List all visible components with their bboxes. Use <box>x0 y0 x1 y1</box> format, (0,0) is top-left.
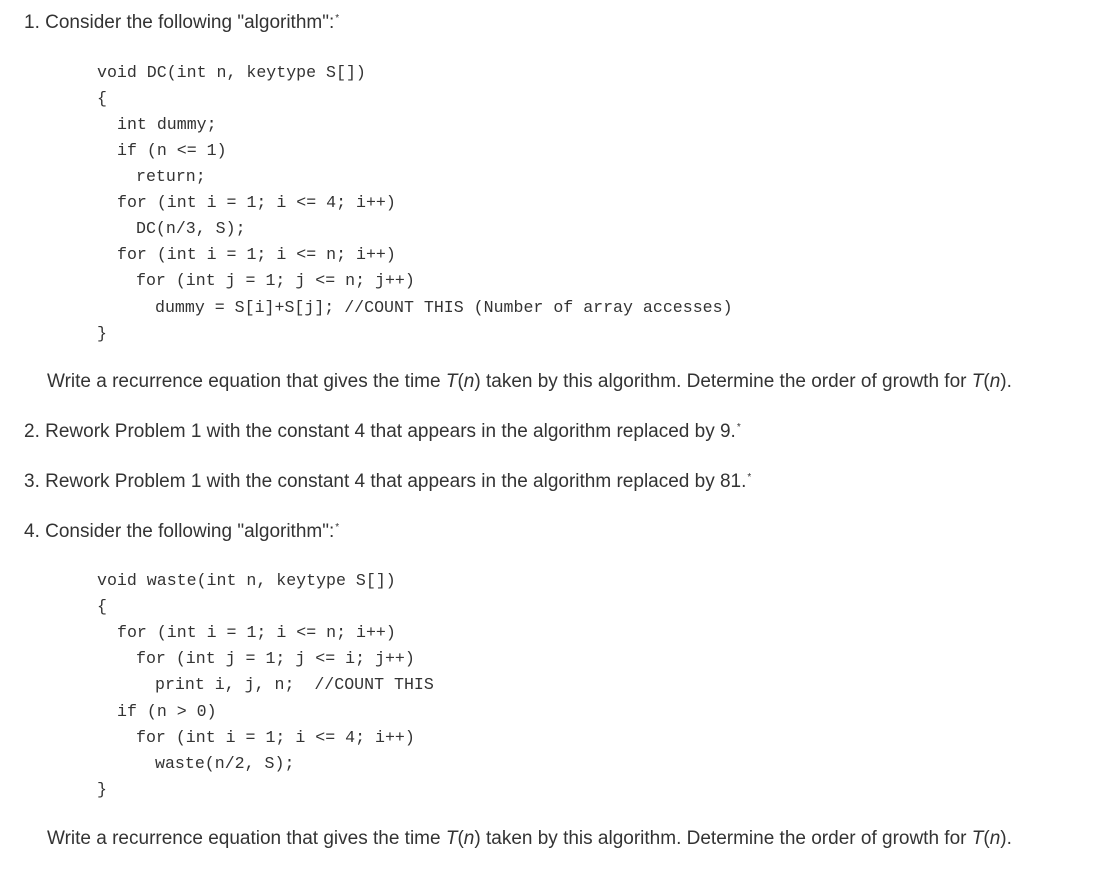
problem-3 <box>24 469 751 495</box>
problem-4-question <box>47 826 1012 852</box>
code-line: dummy = S[i]+S[j]; //COUNT THIS (Number of array accesses) <box>155 298 733 317</box>
paren: ( <box>983 828 990 849</box>
problem-2 <box>24 419 741 445</box>
code-line: DC(n/3, S); <box>136 219 246 238</box>
required-marker: * <box>335 521 340 533</box>
code-line: { <box>97 597 107 616</box>
n-symbol: n <box>463 828 475 849</box>
code-line: for (int i = 1; i <= n; i++) <box>117 245 396 264</box>
code-line: void waste(int n, keytype S[]) <box>97 571 396 590</box>
paren: ( <box>457 828 464 849</box>
question-text: ). <box>1000 371 1012 392</box>
question-text: Write a recurrence equation that gives the time <box>47 371 446 392</box>
problem-4-heading <box>24 519 339 545</box>
problem-1-question <box>47 369 1012 395</box>
code-line: } <box>97 324 107 343</box>
t-symbol: T <box>971 828 984 849</box>
problem-1-heading-text: 1. Consider the following "algorithm": <box>24 12 335 33</box>
problem-4-heading-text: 4. Consider the following "algorithm": <box>24 521 335 542</box>
required-marker: * <box>335 12 340 24</box>
code-line: return; <box>136 167 206 186</box>
paren: ( <box>983 371 990 392</box>
n-symbol: n <box>463 371 475 392</box>
t-symbol: T <box>445 828 458 849</box>
code-line: void DC(int n, keytype S[]) <box>97 63 366 82</box>
code-line: int dummy; <box>117 115 217 134</box>
t-symbol: T <box>971 371 984 392</box>
code-line: if (n > 0) <box>117 702 217 721</box>
code-line: for (int j = 1; j <= i; j++) <box>136 649 415 668</box>
question-text: ) taken by this algorithm. Determine the order of growth for <box>474 371 972 392</box>
question-text: ). <box>1000 828 1012 849</box>
problem-1-heading <box>24 10 339 36</box>
code-line: for (int j = 1; j <= n; j++) <box>136 271 415 290</box>
question-text: Write a recurrence equation that gives the time <box>47 828 446 849</box>
problem-3-text: 3. Rework Problem 1 with the constant 4 that appears in the algorithm replaced by 81. <box>24 471 747 492</box>
code-line: print i, j, n; //COUNT THIS <box>155 675 434 694</box>
paren: ( <box>457 371 464 392</box>
problem-2-text: 2. Rework Problem 1 with the constant 4 that appears in the algorithm replaced by 9. <box>24 421 736 442</box>
question-text: ) taken by this algorithm. Determine the order of growth for <box>474 828 972 849</box>
required-marker: * <box>736 421 741 433</box>
code-line: for (int i = 1; i <= 4; i++) <box>117 193 396 212</box>
code-line: if (n <= 1) <box>117 141 227 160</box>
code-line: for (int i = 1; i <= 4; i++) <box>136 728 415 747</box>
n-symbol: n <box>989 828 1001 849</box>
code-line: waste(n/2, S); <box>155 754 295 773</box>
code-line: } <box>97 780 107 799</box>
code-line: for (int i = 1; i <= n; i++) <box>117 623 396 642</box>
required-marker: * <box>747 471 752 483</box>
code-line: { <box>97 89 107 108</box>
n-symbol: n <box>989 371 1001 392</box>
t-symbol: T <box>445 371 458 392</box>
